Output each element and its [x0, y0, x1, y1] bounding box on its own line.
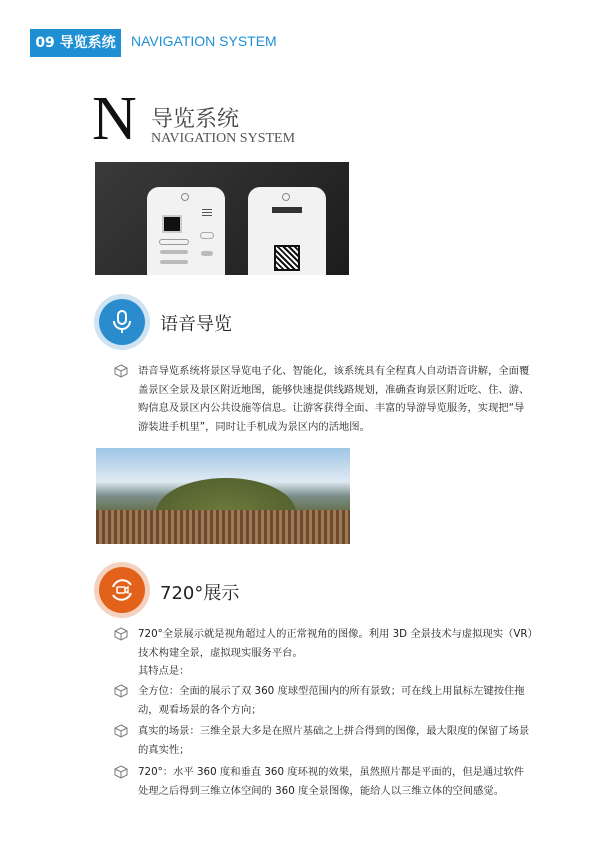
rotate-camera-icon — [99, 567, 145, 613]
list-item: 全方位：全面的展示了双 360 度球型范围内的所有景致；可在线上用鼠标左键按住拖动，观看场景的各个方向； — [114, 682, 534, 719]
chapter-badge: 09 导览系统 — [30, 29, 121, 57]
features-label: 其特点是： — [138, 665, 190, 677]
page-title: 导览系统 — [151, 107, 240, 132]
voice-guide-icon-badge — [94, 294, 150, 350]
page-title-en: NAVIGATION SYSTEM — [151, 131, 296, 146]
panorama-photo — [96, 448, 350, 544]
720-display-icon-badge — [94, 562, 150, 618]
cube-icon — [114, 364, 128, 378]
device-front — [147, 187, 225, 275]
cube-icon — [114, 724, 128, 738]
list-item: 720°：水平 360 度和垂直 360 度环视的效果，虽然照片都是平面的，但是通过软件处理之后得到三维立体空间的 360 度全景图像，能给人以三维立体的空间感觉。 — [114, 763, 534, 800]
microphone-icon — [99, 299, 145, 345]
list-item: 720°全景展示就是视角超过人的正常视角的图像。利用 3D 全景技术与虚拟现实（VR）技术构建全景，虚拟现实服务平台。 其特点是： — [114, 625, 534, 681]
list-item: 语音导览系统将景区导览电子化、智能化，该系统具有全程真人自动语音讲解，全面覆盖景区全景及景区附近地图，能够快速提供线路规划，准确查询景区附近吃、住、游、购信息及景区内公共设施等信息。让游客获得全面、丰富的导游导览服务，实现把“导游装进手机里”，同时让手机成为景区内的活地图。 — [114, 362, 534, 436]
cube-icon — [114, 765, 128, 779]
cube-icon — [114, 627, 128, 641]
cube-icon — [114, 684, 128, 698]
device-back — [248, 187, 326, 275]
device-photo — [95, 162, 349, 275]
chapter-subtitle: NAVIGATION SYSTEM — [131, 33, 277, 49]
section-title-720-display: 720°展示 — [160, 583, 240, 604]
title-initial: N — [92, 85, 137, 153]
list-item: 真实的场景：三维全景大多是在照片基础之上拼合得到的图像，最大限度的保留了场景的真实性； — [114, 722, 534, 759]
section-title-voice-guide: 语音导览 — [160, 314, 232, 335]
